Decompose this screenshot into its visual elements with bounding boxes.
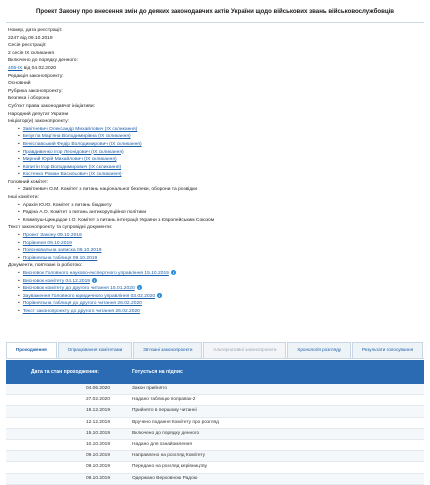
related-doc-item: • Текст законопроекту до другого читання 26.02.2020 xyxy=(18,308,140,314)
agenda-link[interactable]: 405-IX xyxy=(8,65,23,71)
row-date: 04.06.2020 xyxy=(85,386,110,391)
header-current-status: Готується на підпис xyxy=(132,369,183,375)
subject-label: Суб'єкт права законодавчої ініціативи: xyxy=(8,103,95,109)
session-label: Сесія реєстрації: xyxy=(8,43,47,49)
initiator-link[interactable]: Завітневич Олександр Михайлович (IX скликання) xyxy=(22,126,138,132)
table-row xyxy=(6,418,424,429)
initiator-item: • Завітневич Олександр Михайлович (IX скликання) xyxy=(18,126,138,132)
row-date: 15.10.2019 xyxy=(85,430,110,436)
related-doc-link[interactable]: Зауваження Головного юридичного управління 03.02.2020 xyxy=(22,293,156,299)
related-doc-link[interactable]: Текст законопроекту до другого читання 26.02.2020 xyxy=(22,308,140,314)
row-status: Одержано Верховною Радою xyxy=(132,475,198,481)
related-doc-item: • Порівняльна таблиця до другого читання 26.02.2020 xyxy=(18,301,142,307)
info-icon[interactable]: i xyxy=(138,285,140,291)
registration-label: Номер, дата реєстрації: xyxy=(8,28,63,33)
row-date: 09.10.2019 xyxy=(85,464,110,470)
initiator-link[interactable]: Мирний Юрій Михайлович (IX скликання) xyxy=(22,157,117,163)
row-date: 19.12.2019 xyxy=(85,408,110,414)
row-status: Закон прийнято xyxy=(132,386,168,391)
row-date: 09.10.2019 xyxy=(85,475,110,481)
main-committee: • Завітневич О.М. Комітет з питань національної безпеки, оборони та розвідки xyxy=(8,186,422,194)
row-date: 10.10.2019 xyxy=(85,441,110,447)
table-row xyxy=(6,429,424,440)
text-doc-link[interactable]: Порівняня 09.10.2019 xyxy=(22,240,72,246)
text-doc-link[interactable]: Пояснювальна записка 09.10.2019 xyxy=(22,248,102,254)
row-status: Вручено подання Комітету про розгляд xyxy=(132,419,219,425)
page xyxy=(0,2,430,481)
edition-label: Редакція законопроекту: xyxy=(8,73,64,79)
row-date: 12.12.2019 xyxy=(85,419,110,425)
row-status: Прийнято в першому читанні xyxy=(132,408,197,414)
initiators-list xyxy=(8,126,422,179)
rubric-label: Рубрика законопроекту: xyxy=(8,88,63,94)
initiator-link[interactable]: Костенко Роман Васильович (IX скликання) xyxy=(22,172,122,178)
agenda-value xyxy=(8,65,422,73)
initiator-item: • Копитін Ігор Володимирович (IX скликання) xyxy=(18,164,122,170)
text-doc-link[interactable]: Проект Закону 09.10.2019 xyxy=(22,233,82,239)
table-header xyxy=(6,360,424,384)
row-status: Включено до порядку денного xyxy=(132,430,200,436)
initiator-item: • Безугла Марʼяна Володимирівна (IX скликання) xyxy=(18,134,131,140)
related-doc-link[interactable]: Порівняльна таблиця до другого читання 26.02.2020 xyxy=(22,301,142,307)
text-doc-item: • Пояснювальна записка 09.10.2019 xyxy=(18,248,102,254)
other-committee-item: • Арахія Ю.Ю. Комітет з питань бюджету xyxy=(8,202,422,210)
initiator-item: • Мирний Юрій Михайлович (IX скликання) xyxy=(18,157,117,163)
table-row xyxy=(6,474,424,485)
other-committee-item: • Радіна А.О. Комітет з питань антикорупційної політики xyxy=(8,209,422,217)
row-status: Направлено на розгляд Комітету xyxy=(132,453,206,459)
tab-chronology[interactable]: Хронологія розгляду xyxy=(287,342,351,358)
table-row xyxy=(6,384,424,395)
info-icon[interactable]: i xyxy=(159,292,161,298)
related-doc-item: • Зауваження Головного юридичного управління 03.02.2020 i xyxy=(18,292,161,299)
related-doc-item: • Висновок комітету 04.12.2019 i xyxy=(18,277,96,284)
docs-label: Документи, пов'язані із роботою: xyxy=(8,263,83,269)
text-doc-link[interactable]: Порівняльна таблиця 09.10.2019 xyxy=(22,255,98,261)
table-row xyxy=(6,406,424,417)
text-doc-item: • Порівняня 09.10.2019 xyxy=(18,240,72,246)
initiator-item: • Правдивенко Ігор Леонідович (IX скликання) xyxy=(18,149,124,155)
info-icon[interactable]: i xyxy=(172,270,174,276)
initiator-item: • Веніславський Федір Володимирович (IX скликання) xyxy=(18,141,142,147)
related-doc-item: • Висновок Головного науково-експертного управління 15.10.2019 i xyxy=(18,270,174,276)
tab-alternative-bills: Альтернативні законопроекти xyxy=(203,342,286,358)
initiator-item: • Костенко Роман Васильович (IX скликання) xyxy=(18,172,122,178)
tab-linked-bills[interactable]: Зв'язані законопроекти xyxy=(133,342,202,358)
texts-label: Текст законопроекту та супровідні документи: xyxy=(8,225,113,231)
table-body xyxy=(6,384,424,485)
related-doc-link[interactable]: Висновок комітету 04.12.2019 xyxy=(22,278,91,284)
related-doc-link[interactable]: Висновок комітету до другого читання 15.01.2020 xyxy=(22,286,135,292)
agenda-date: від 04.02.2020 xyxy=(23,65,57,71)
tab-committees[interactable]: Опрацювання комітетами xyxy=(58,342,132,358)
tab-bar xyxy=(6,342,424,359)
row-status: Надано таблицю поправок-2 xyxy=(132,397,196,403)
passage-table xyxy=(6,360,424,485)
initiator-link[interactable]: Веніславський Федір Володимирович (IX скликання) xyxy=(22,141,142,147)
related-doc-item: • Висновок комітету до другого читання 15.01.2020 i xyxy=(18,285,140,292)
text-doc-item: • Порівняльна таблиця 09.10.2019 xyxy=(18,255,98,261)
initiator-link[interactable]: Безугла Марʼяна Володимирівна (IX скликання) xyxy=(22,134,131,140)
rubric-value: Безпека і оборона xyxy=(8,96,50,102)
text-doc-item: • Проект Закону 09.10.2019 xyxy=(18,233,82,239)
row-status: Надано для ознайомлення xyxy=(132,441,192,447)
subject-value: Народний депутат України xyxy=(8,111,69,117)
other-committees-label: Інші комітети: xyxy=(8,195,39,201)
info-icon[interactable]: i xyxy=(93,277,96,283)
initiator-link[interactable]: Правдивенко Ігор Леонідович (IX скликання) xyxy=(22,149,124,155)
main-committee-label: Головний комітет: xyxy=(8,179,49,185)
tab-passage[interactable]: Проходження xyxy=(6,342,57,358)
other-committee-item: • Климпуш-Цинцадзе І.О. Комітет з питань інтеграції України з Європейським Союзом xyxy=(8,217,422,225)
row-status: Передано на розгляд керівництву xyxy=(132,464,207,470)
row-date: 09.10.2019 xyxy=(85,453,110,459)
table-row xyxy=(6,440,424,451)
table-row xyxy=(6,395,424,406)
session-value: 2 сесія IX скликання xyxy=(8,50,55,56)
related-doc-link[interactable]: Висновок Головного науково-експертного управління 15.10.2019 xyxy=(22,271,169,276)
tab-voting-results[interactable]: Результати голосування xyxy=(352,342,423,358)
initiator-link[interactable]: Копитін Ігор Володимирович (IX скликання) xyxy=(22,164,122,170)
initiators-label: Ініціатор(и) законопроекту: xyxy=(8,119,70,125)
registration-value: 2247 від 09.10.2019 xyxy=(8,35,53,41)
table-row xyxy=(6,462,424,473)
header-date-status: Дата та стан проходження: xyxy=(31,369,99,375)
agenda-label: Включено до порядку денного: xyxy=(8,58,78,64)
bill-info xyxy=(0,23,430,316)
row-date: 27.02.2020 xyxy=(85,397,110,403)
page-title: Проект Закону про внесення змін до деяких законодавчих актів України щодо військових звань військовослужбовців xyxy=(6,2,424,23)
edition-value: Основний xyxy=(8,81,31,87)
table-row xyxy=(6,451,424,462)
